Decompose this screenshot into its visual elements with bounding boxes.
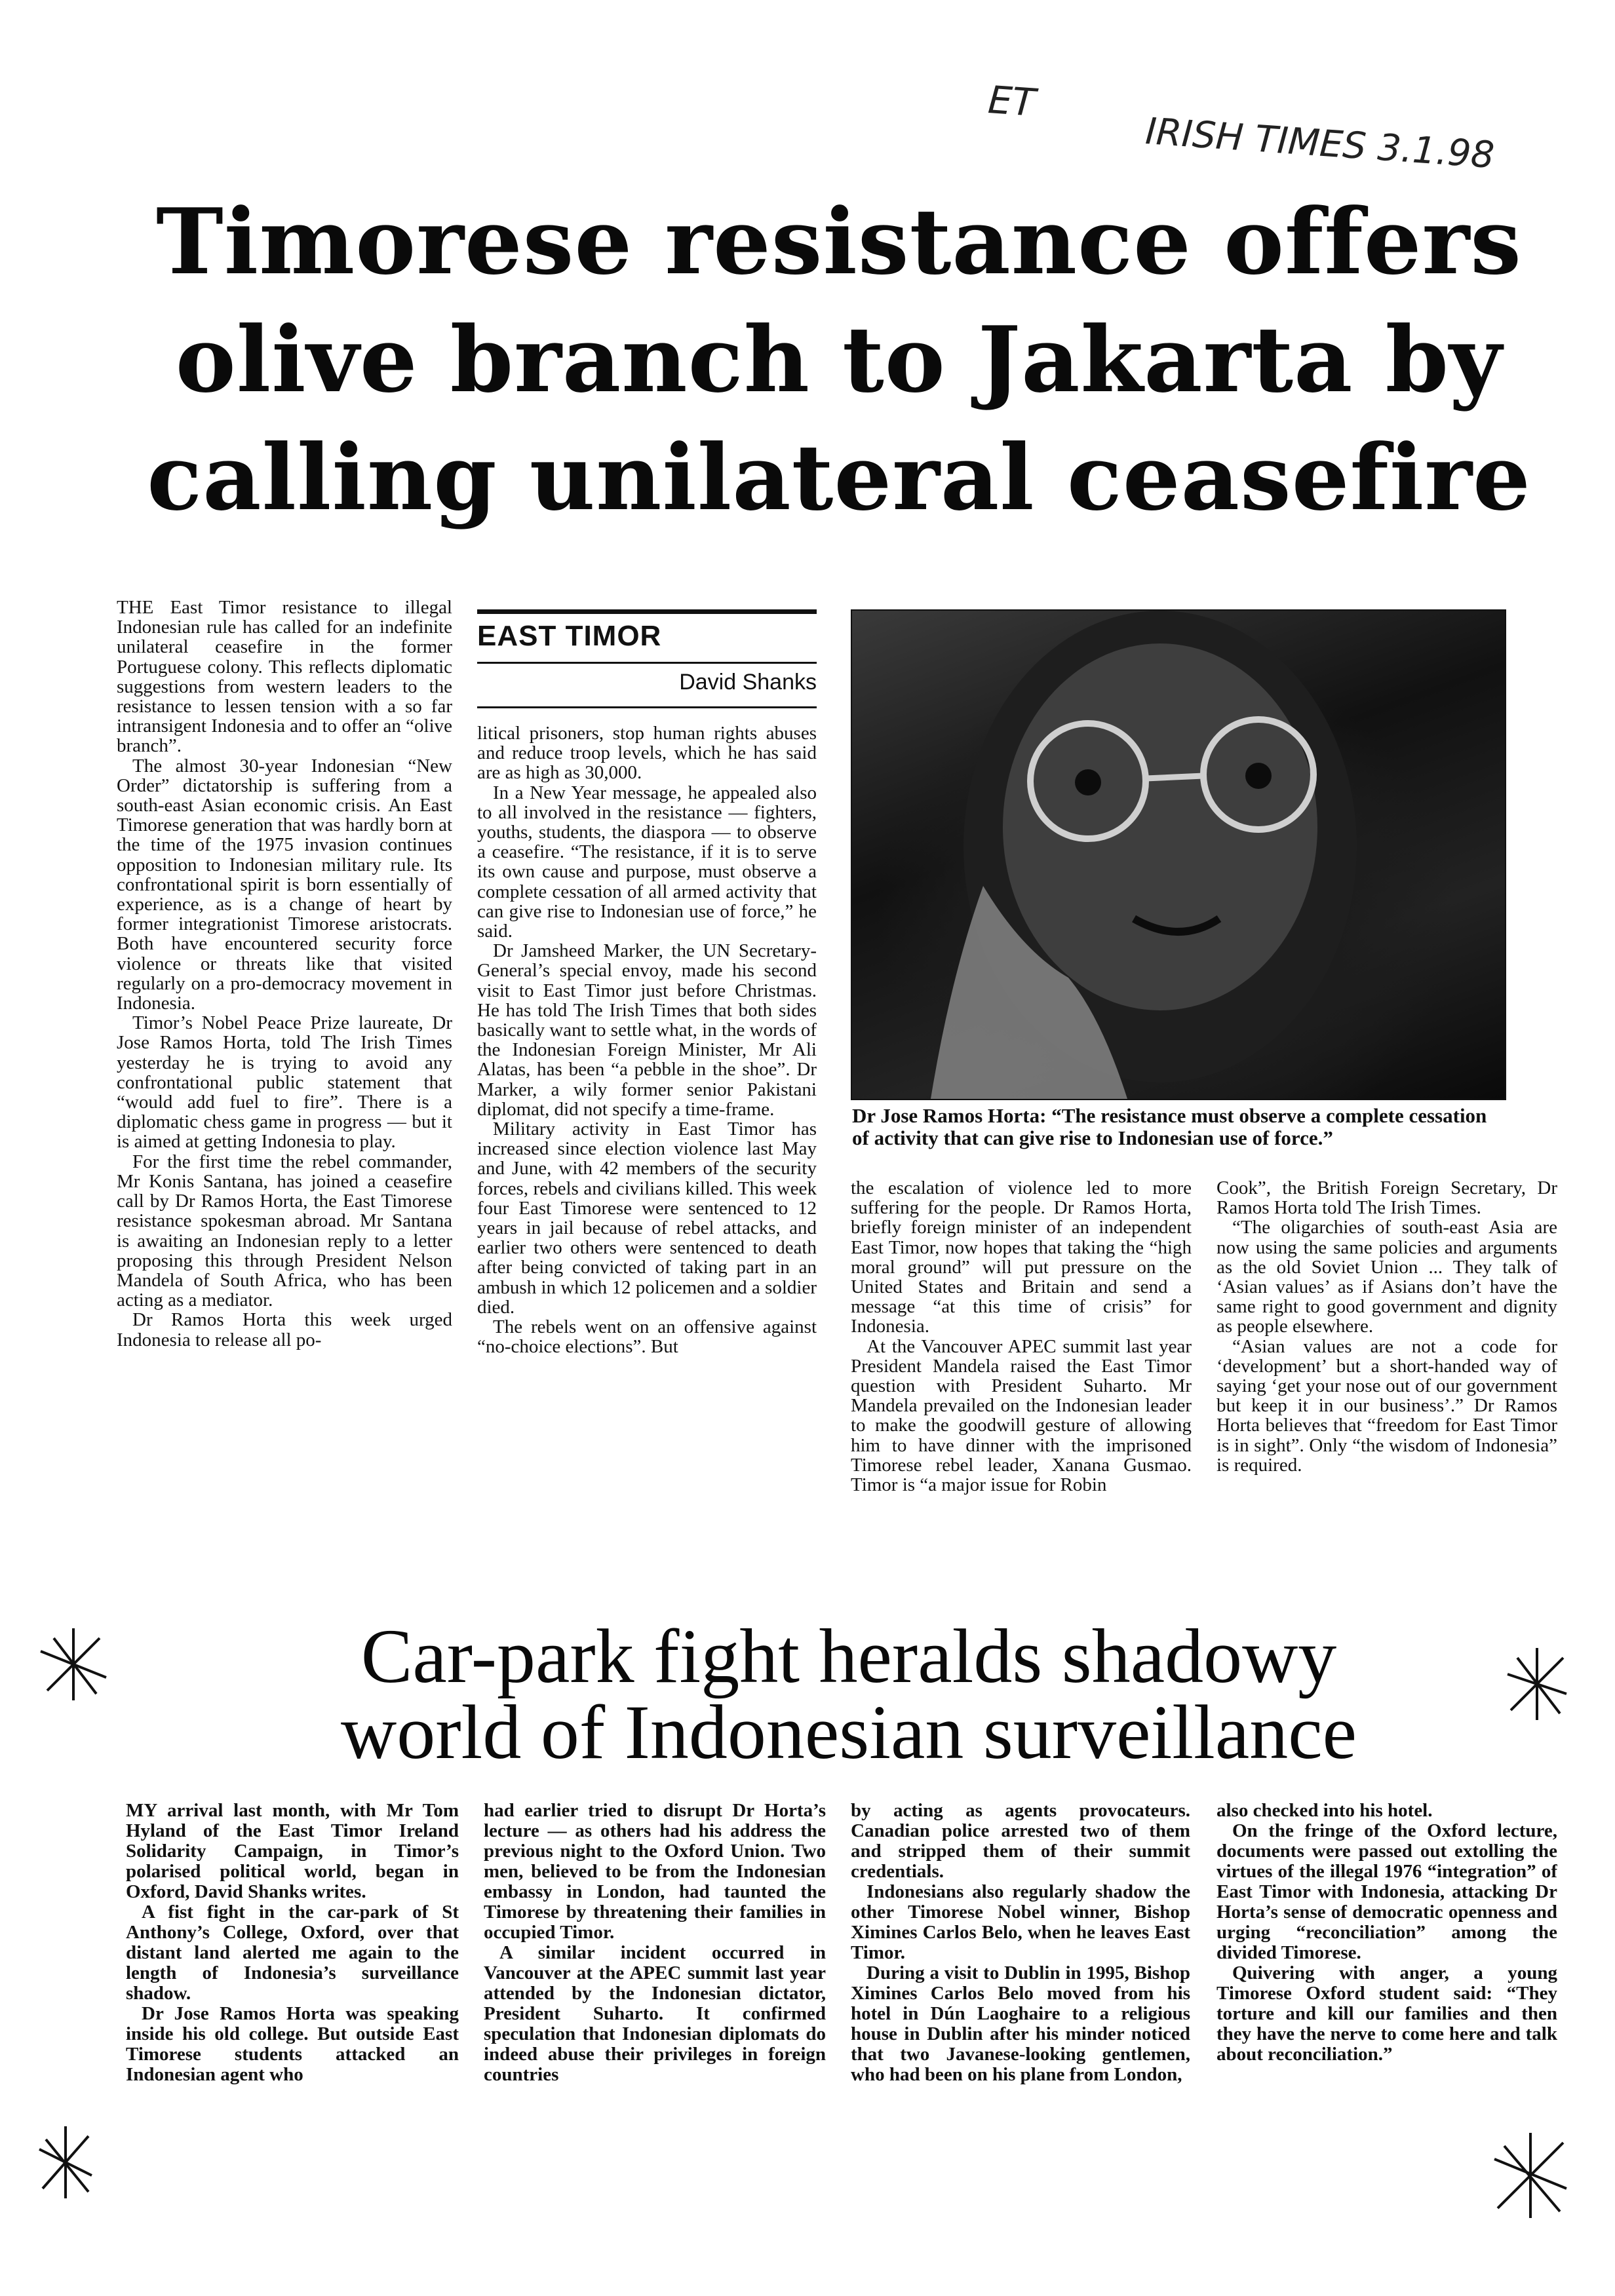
kicker-top-rule (477, 609, 817, 614)
article2-column-4 (1216, 1801, 1557, 2220)
paragraph: Dr Ramos Horta this week urged Indonesia to release all po- (117, 1309, 452, 1350)
paragraph: In a New Year message, he appealed also to all involved in the resistance — fighters, youths, students, the diaspora — to observe a ceasefire. “The resistance, if it is to serve its own cause and purpose, must observe a complete cessation of all armed activity that can give rise to Indonesian use of force,” he said. (477, 782, 817, 942)
kicker-bottom-rule (477, 662, 817, 664)
paragraph: A similar incident occurred in Vancouver at the APEC summit last year attended by the Indonesian dictator, President Suharto. It confirmed speculation that Indonesian diplomats do indeed abuse their privileges in foreign countries (484, 1942, 826, 2085)
handwritten-code: ET (986, 77, 1037, 125)
photo-caption: Dr Jose Ramos Horta: “The resistance must observe a complete cessation of activity that can give rise to Indonesian use of force.” (852, 1104, 1487, 1149)
star-mark-icon (1501, 1645, 1573, 1723)
star-mark-icon (33, 2123, 98, 2202)
byline: David Shanks (679, 670, 817, 695)
article1-column-2 (477, 723, 817, 1598)
paragraph: The almost 30-year Indonesian “New Order” dictatorship is suffering from a south-east Asian economic crisis. An East Timorese generation that was hardly born at the time of the 1975 invasion continues opposition to Indonesian military rule. Its confrontational spirit is born essentially of experience, as is a change of heart by former integrationist Timorese aristocrats. Both have encountered security force violence or threats like that visited regularly on a pro-democracy movement in Indonesia. (117, 755, 452, 1014)
paragraph: The rebels went on an offensive against “no-choice elections”. But (477, 1316, 817, 1358)
article2-headline-line1: Car-park fight heralds shadowy (360, 1613, 1337, 1699)
article1-column-1 (117, 598, 452, 1587)
article2-column-1 (126, 1801, 459, 2220)
article2-column-3 (851, 1801, 1190, 2220)
article1-headline-line3: calling unilateral ceasefire (147, 424, 1531, 531)
paragraph: During a visit to Dublin in 1995, Bishop Ximines Carlos Belo moved from his hotel in Dún Laoghaire to a religious house in Dublin after his minder noticed that two Javanese-looking gentlemen, who had been on his plane from London, (851, 1962, 1190, 2085)
paragraph: litical prisoners, stop human rights abuses and reduce troop levels, which he has said are as high as 30,000. (477, 723, 817, 784)
byline-rule (477, 706, 817, 708)
paragraph: the escalation of violence led to more suffering for the people. Dr Ramos Horta, briefly foreign minister of an independent East Timor, now hopes that taking the “high moral ground” will put pressure on the United States and Britain and send a message “at this time of crisis” for Indonesia. (851, 1178, 1192, 1337)
paragraph: THE East Timor resistance to illegal Indonesian rule has called for an indefinite unilateral ceasefire in the former Portuguese colony. This reflects diplomatic suggestions from western leaders to the resistance to lessen tension with a so far intransigent Indonesia and to offer an “olive branch”. (117, 598, 452, 757)
article2-column-2 (484, 1801, 826, 2220)
section-kicker: EAST TIMOR (477, 620, 662, 652)
paragraph: For the first time the rebel commander, Mr Konis Santana, has joined a ceasefire call by Dr Ramos Horta, the East Timorese resistance spokesman abroad. Mr Santana is awaiting an Indonesian reply to a letter proposing this through President Nelson Mandela of South Africa, who has been acting as a mediator. (117, 1151, 452, 1311)
article1-headline (125, 188, 1553, 531)
paragraph: had earlier tried to disrupt Dr Horta’s lecture — as others had his address the previous night to the Oxford Union. Two men, believed to be from the Indonesian embassy in London, had taunted the Timorese by threatening their families in occupied Timor. (484, 1801, 826, 1943)
star-mark-icon (34, 1625, 113, 1704)
paragraph: Dr Jose Ramos Horta was speaking inside his old college. But outside East Timorese students attacked an Indonesian agent who (126, 2003, 459, 2085)
paragraph: A fist fight in the car-park of St Anthony’s College, Oxford, over that distant land alerted me again to the length of Indonesia’s surveillance shadow. (126, 1902, 459, 2004)
paragraph: On the fringe of the Oxford lecture, documents were passed out extolling the virtues of the illegal 1976 “integration” of East Timor with Indonesia, attacking Dr Horta’s sense of democratic openness and urging “reconciliation” among the divided Timorese. (1216, 1820, 1557, 1963)
paragraph: Dr Jamsheed Marker, the UN Secretary-General’s special envoy, made his second visit to East Timor just before Christmas. He has told The Irish Times that both sides basically want to settle what, in the words of the Indonesian Foreign Minister, Mr Ali Alatas, has been “a pebble in the shoe”. Dr Marker, a wily former senior Pakistani diplomat, did not specify a time-frame. (477, 940, 817, 1120)
paragraph: Cook”, the British Foreign Secretary, Dr Ramos Horta told The Irish Times. (1216, 1178, 1557, 1219)
paragraph: Quivering with anger, a young Timorese Oxford student said: “They torture and kill our families and then they have the nerve to come here and talk about reconciliation.” (1216, 1962, 1557, 2065)
paragraph: Military activity in East Timor has increased since election violence last May and June, with 42 members of the security forces, rebels and civilians killed. This week four East Timorese were sentenced to 12 years in jail because of rebel attacks, and earlier two others were sentenced to death after being convicted of taking part in an ambush in which 12 policemen and a soldier died. (477, 1119, 817, 1318)
paragraph: by acting as agents provocateurs. Canadian police arrested two of them and stripped them of their summit credentials. (851, 1801, 1190, 1882)
paragraph: “Asian values are not a code for ‘development’ but a short-handed way of saying ‘get your nose out of our government but keep it in our business’.” Dr Ramos Horta believes that “freedom for East Timor is in sight”. Only “the wisdom of Indonesia” is required. (1216, 1335, 1557, 1476)
article1-headline-line2: olive branch to Jakarta by (175, 306, 1503, 413)
paragraph: At the Vancouver APEC summit last year President Mandela raised the East Timor question with President Suharto. Mr Mandela prevailed on the Indonesian leader to make the goodwill gesture of allowing him to have dinner with the imprisoned Timorese rebel leader, Xanana Gusmao. Timor is “a major issue for Robin (851, 1335, 1192, 1496)
paragraph: also checked into his hotel. (1216, 1801, 1433, 1821)
paragraph: MY arrival last month, with Mr Tom Hyland of the East Timor Ireland Solidarity Campaign, in Timor’s polarised political world, began in Oxford, David Shanks writes. (126, 1801, 459, 1902)
portrait-illustration (852, 611, 1505, 1099)
article1-column-4 (1216, 1178, 1557, 1599)
portrait-photo (851, 609, 1506, 1100)
article1-headline-line1: Timorese resistance offers (156, 188, 1522, 295)
article1-column-3 (851, 1178, 1192, 1599)
paragraph: “The oligarchies of south-east Asia are now using the same policies and arguments as the old Soviet Union ... They talk of ‘Asian values’ as if Asians don’t have the same right to good government and dignity as people elsewhere. (1216, 1217, 1557, 1337)
paragraph: Timor’s Nobel Peace Prize laureate, Dr Jose Ramos Horta, told The Irish Times yesterday he is trying to avoid any confrontational public statement that “would add fuel to fire”. There is a diplomatic chess game in progress — but it is aimed at getting Indonesia to play. (117, 1012, 452, 1153)
handwritten-source-date: IRISH TIMES 3.1.98 (1144, 110, 1496, 178)
article2-headline (144, 1613, 1553, 1776)
paragraph: Indonesians also regularly shadow the other Timorese Nobel winner, Bishop Ximines Carlos Belo, when he leaves East Timor. (851, 1881, 1190, 1963)
article2-headline-line2: world of Indonesian surveillance (341, 1689, 1357, 1776)
